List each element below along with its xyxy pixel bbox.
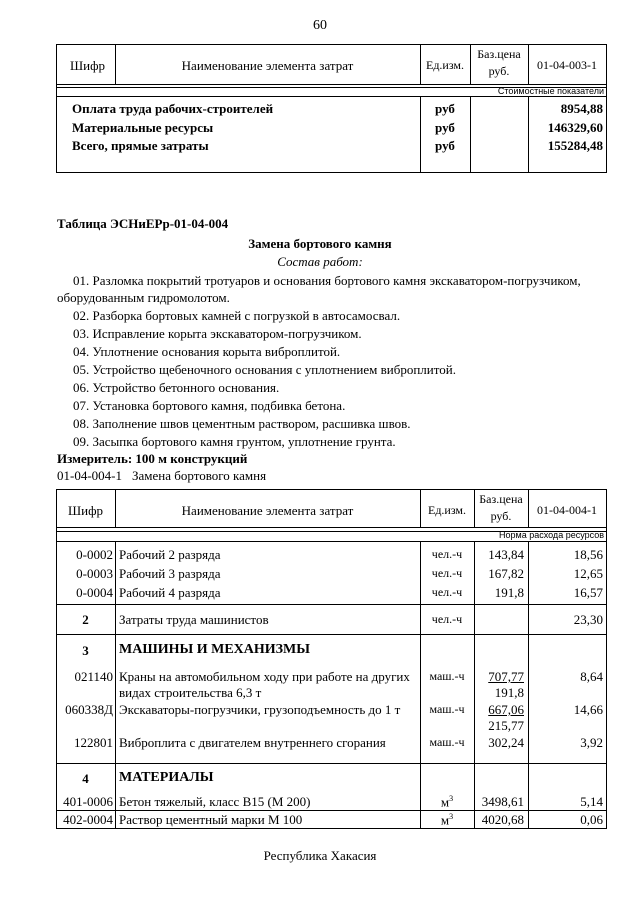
row-code: 0-0003 <box>76 566 113 581</box>
row-value: 5,14 <box>580 794 603 809</box>
row-price: 4020,68 <box>481 812 524 827</box>
row-unit: чел.-ч <box>431 585 463 599</box>
work-item: оборудованным гидромолотом. <box>57 290 230 305</box>
row-code: 060338Д <box>65 702 113 717</box>
row-name-cont: видах строительства 6,3 т <box>119 685 262 700</box>
row-value: 16,57 <box>573 585 603 600</box>
section-name: МАТЕРИАЛЫ <box>119 770 214 785</box>
header-column-code: 01-04-004-1 <box>537 503 597 517</box>
row-price: 167,82 <box>488 566 524 581</box>
header-base-price-unit: руб. <box>490 509 512 523</box>
work-item: 08. Заполнение швов цементным раствором, расшивка швов. <box>73 416 411 431</box>
row-value: 8,64 <box>580 669 603 684</box>
section-label: Норма расхода ресурсов <box>499 530 604 540</box>
header-base-price: Баз.цена <box>479 492 523 506</box>
row-price: 191,8 <box>494 585 524 600</box>
work-item: 04. Уплотнение основания корыта виброплитой. <box>73 344 341 359</box>
row-unit: маш.-ч <box>429 702 465 716</box>
section-name: МАШИНЫ И МЕХАНИЗМЫ <box>119 642 311 657</box>
work-item: 07. Установка бортового камня, подбивка бетона. <box>73 398 346 413</box>
row-code: 401-0006 <box>63 794 113 809</box>
subtitle-name: Замена бортового камня <box>132 468 267 483</box>
work-item: 05. Устройство щебеночного основания с уплотнением виброплитой. <box>73 362 456 377</box>
row-value: 146329,60 <box>547 120 603 135</box>
header-base-price: Баз.цена <box>477 47 521 61</box>
row-value: 3,92 <box>580 735 603 750</box>
work-title: Замена бортового камня <box>248 236 392 251</box>
row-value: 14,66 <box>573 702 603 717</box>
row-name: Рабочий 3 разряда <box>119 566 221 581</box>
row-code: 2 <box>82 612 89 627</box>
header-unit: Ед.изм. <box>425 58 465 72</box>
row-unit: маш.-ч <box>429 735 465 749</box>
row-unit: руб <box>435 101 455 116</box>
header-code: Шифр <box>68 503 103 518</box>
header-column-code: 01-04-003-1 <box>537 58 597 72</box>
header-code: Шифр <box>70 58 105 73</box>
footer: Республика Хакасия <box>263 848 377 863</box>
row-value: 0,06 <box>580 812 603 827</box>
row-price: 143,84 <box>488 547 524 562</box>
composition-title: Состав работ: <box>277 254 363 269</box>
row-value: 8954,88 <box>560 101 603 116</box>
row-code: 402-0004 <box>63 812 113 827</box>
row-unit: маш.-ч <box>429 669 465 683</box>
unit-text: м <box>440 812 450 828</box>
measure: Измеритель: 100 м конструкций <box>57 451 248 466</box>
row-name: Затраты труда машинистов <box>119 612 269 627</box>
row-name: Краны на автомобильном ходу при работе на других <box>119 669 410 684</box>
row-code: 0-0002 <box>76 547 113 562</box>
row-price: 707,77 <box>488 669 524 684</box>
row-name: Виброплита с двигателем внутреннего сгорания <box>119 735 386 750</box>
section-label: Стоимостные показатели <box>497 86 604 96</box>
row-price-alt: 191,8 <box>494 685 524 700</box>
row-unit: руб <box>435 138 455 153</box>
unit-sup: 3 <box>449 812 454 821</box>
row-value: 18,56 <box>573 547 603 562</box>
work-item: 02. Разборка бортовых камней с погрузкой в автосамосвал. <box>73 308 401 323</box>
page-number: 60 <box>313 18 327 33</box>
row-unit: чел.-ч <box>431 566 463 580</box>
unit-text: м <box>440 794 450 810</box>
row-code: 0-0004 <box>76 585 113 600</box>
row-unit <box>420 794 474 810</box>
unit-sup: 3 <box>449 794 454 803</box>
row-name: Всего, прямые затраты <box>72 138 209 153</box>
row-name: Бетон тяжелый, класс В15 (М 200) <box>119 794 311 809</box>
row-value: 12,65 <box>573 566 603 581</box>
header-name: Наименование элемента затрат <box>181 58 354 73</box>
row-code: 122801 <box>74 735 113 750</box>
row-code: 021140 <box>74 669 113 684</box>
subtitle-code: 01-04-004-1 <box>57 468 122 483</box>
work-item: 09. Засыпка бортового камня грунтом, уплотнение грунта. <box>73 434 396 449</box>
row-unit: руб <box>435 120 455 135</box>
row-name: Раствор цементный марки М 100 <box>119 812 303 827</box>
row-unit: чел.-ч <box>431 547 463 561</box>
row-value: 155284,48 <box>547 138 603 153</box>
header-base-price-unit: руб. <box>488 64 510 78</box>
row-price: 302,24 <box>488 735 524 750</box>
row-name: Рабочий 2 разряда <box>119 547 221 562</box>
row-name: Экскаваторы-погрузчики, грузоподъемность до 1 т <box>119 702 401 717</box>
work-item: 01. Разломка покрытий тротуаров и основания бортового камня экскаватором-погрузчиком, <box>73 273 581 288</box>
row-value: 23,30 <box>573 612 603 627</box>
section-code: 3 <box>82 643 89 658</box>
row-unit: чел.-ч <box>431 612 463 626</box>
header-unit: Ед.изм. <box>427 503 467 517</box>
row-price: 667,06 <box>488 702 524 717</box>
row-price-alt: 215,77 <box>488 718 524 733</box>
row-name: Рабочий 4 разряда <box>119 585 221 600</box>
table-title: Таблица ЭСНиЕРр-01-04-004 <box>57 216 229 231</box>
work-item: 06. Устройство бетонного основания. <box>73 380 280 395</box>
row-unit <box>420 812 474 828</box>
row-price: 3498,61 <box>481 794 524 809</box>
row-name: Оплата труда рабочих-строителей <box>72 101 274 116</box>
work-item: 03. Исправление корыта экскаватором-погрузчиком. <box>73 326 362 341</box>
section-code: 4 <box>82 771 89 786</box>
header-name: Наименование элемента затрат <box>181 503 354 518</box>
row-name: Материальные ресурсы <box>72 120 214 135</box>
